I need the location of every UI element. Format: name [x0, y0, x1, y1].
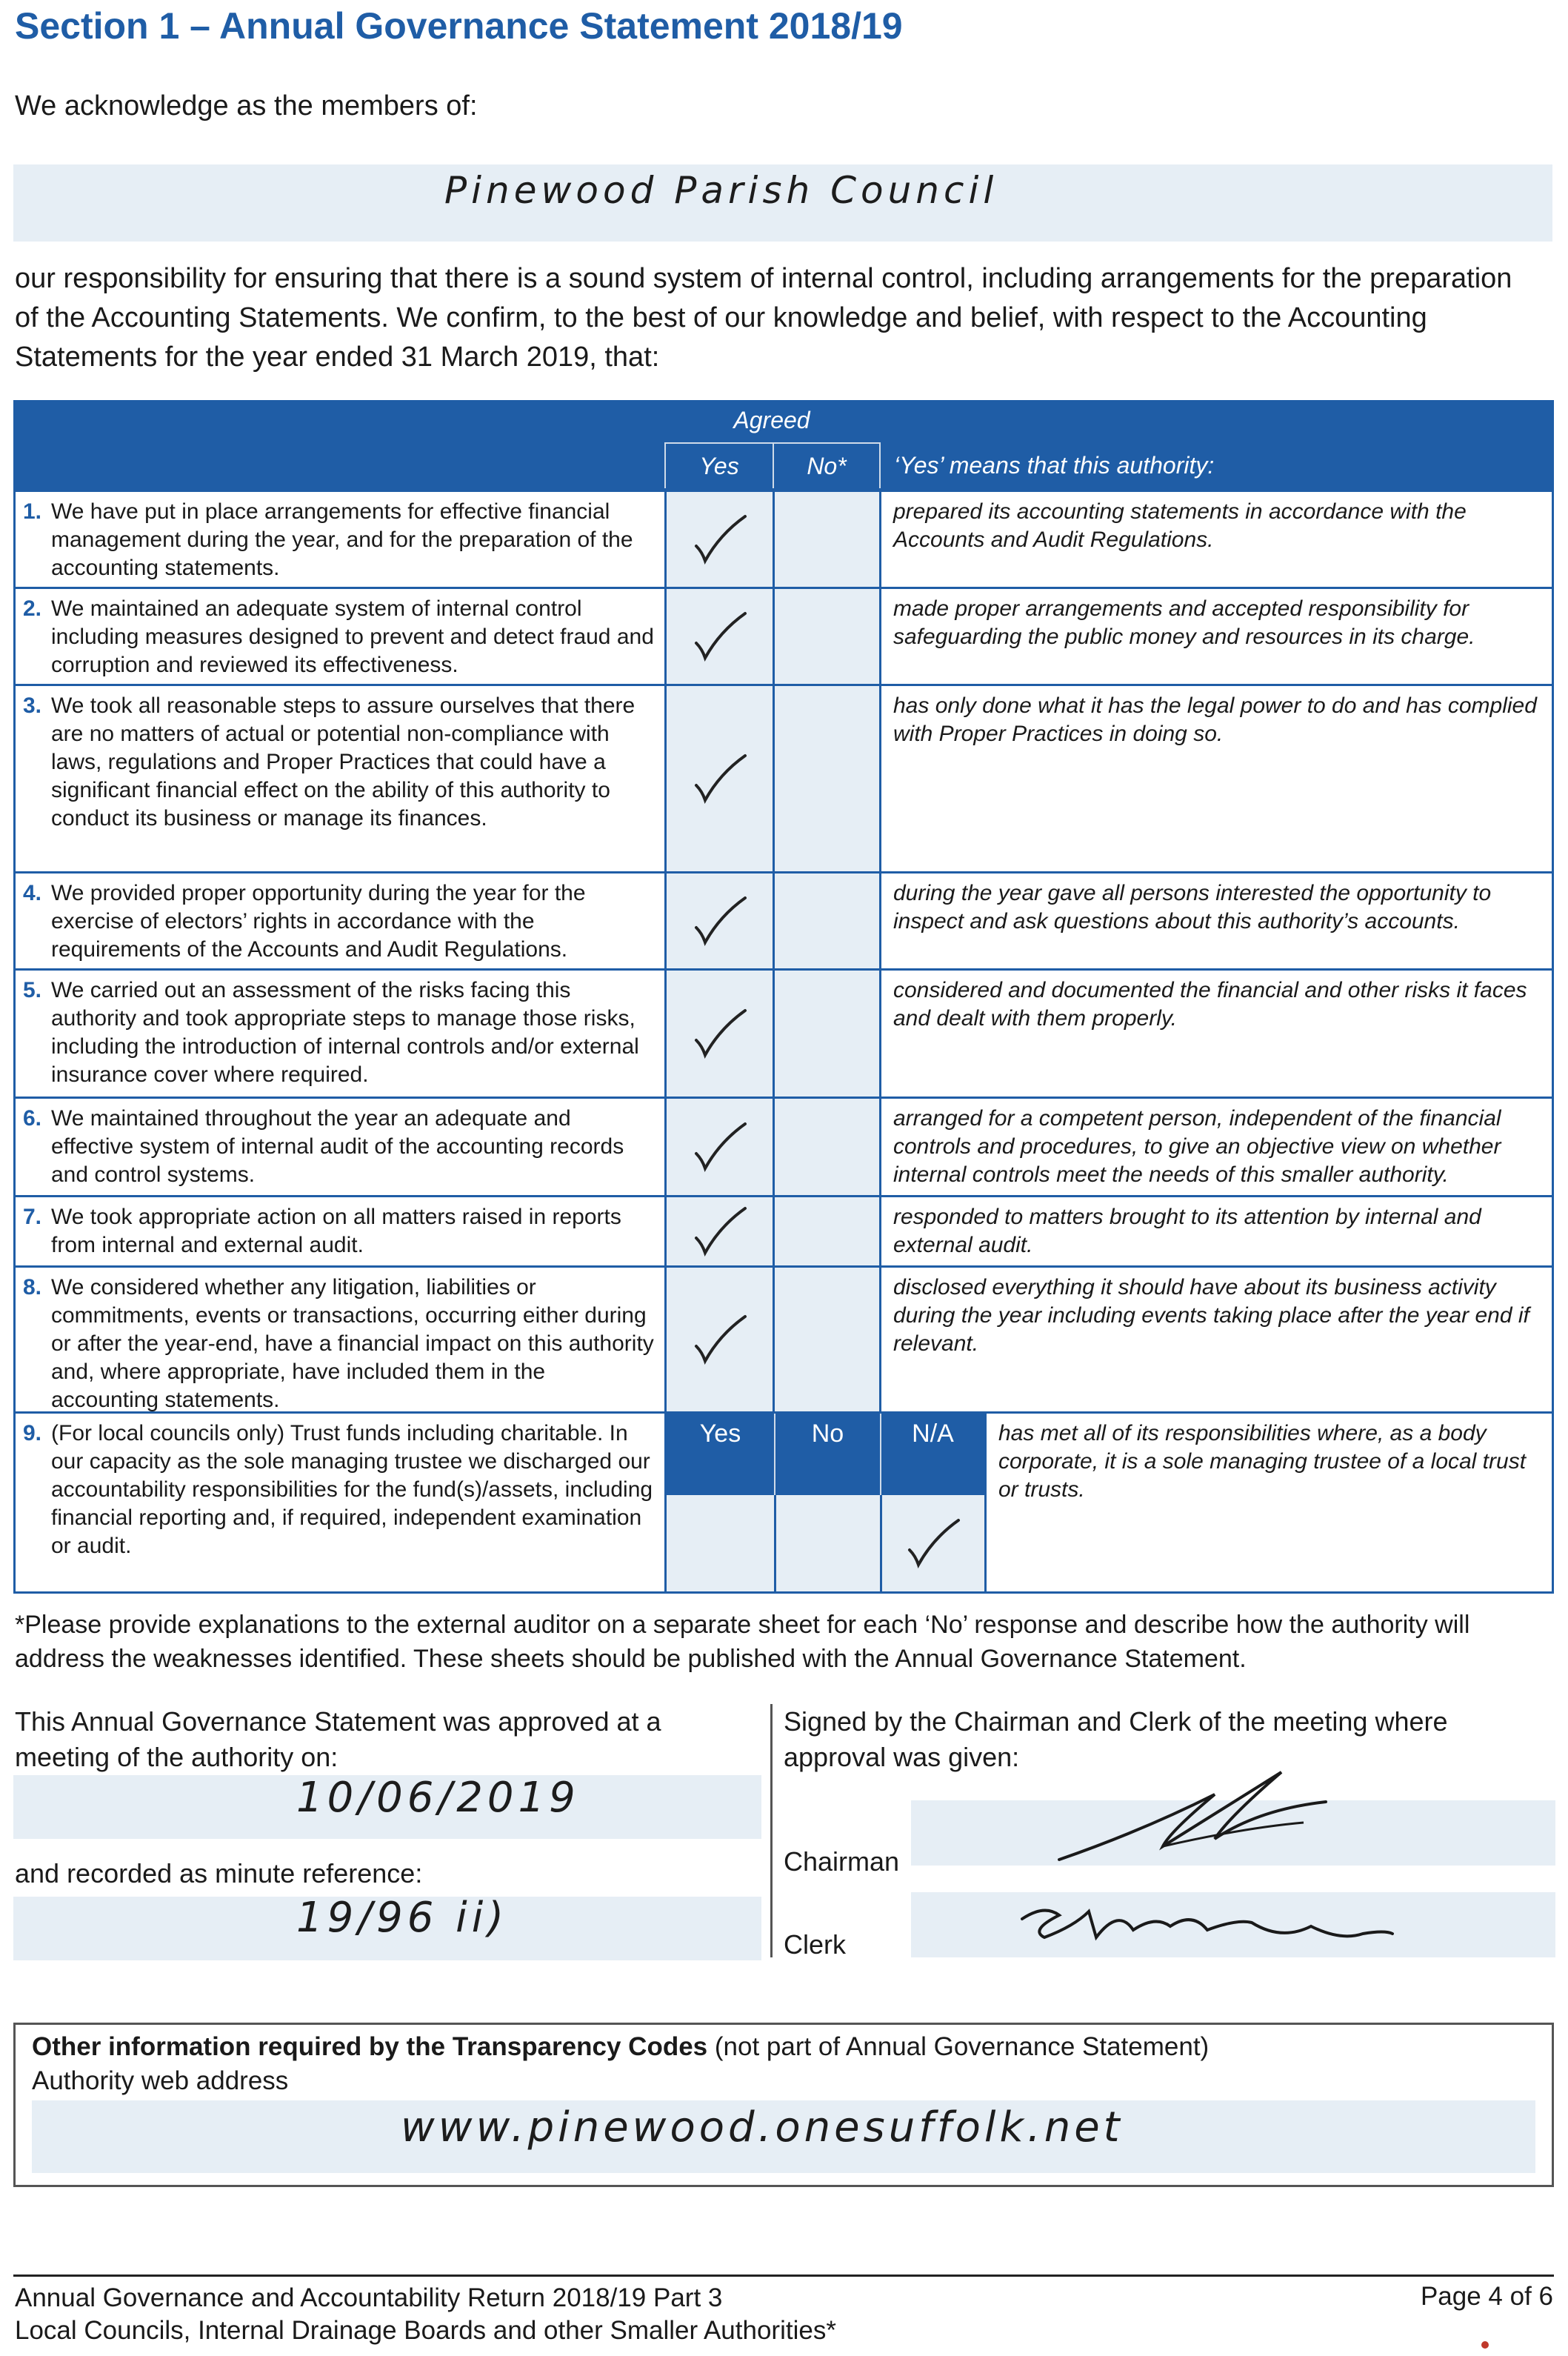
statement-body: We considered whether any litigation, liabilities or commitments, events or transactions, occurring either during or after the year-end, have a financial impact on this authority and, where appropriate, have included them in the accounting statements.: [51, 1275, 654, 1412]
yes-header: Yes: [664, 442, 773, 488]
meeting-date: 10/06/2019: [296, 1774, 580, 1822]
trust-answer-grid: [664, 1414, 984, 1591]
table-row: [16, 871, 1552, 968]
web-address-label: Authority web address: [32, 2066, 289, 2095]
table-row-9: [16, 1411, 1552, 1591]
means-text: responded to matters brought to its attention by internal and external audit.: [879, 1197, 1552, 1265]
table-row: [16, 684, 1552, 871]
footer-line-2: Local Councils, Internal Drainage Boards and other Smaller Authorities*: [15, 2316, 836, 2345]
means-header: ‘Yes’ means that this authority:: [879, 442, 1552, 488]
yes-cell[interactable]: [664, 873, 773, 968]
minute-label: and recorded as minute reference:: [15, 1858, 423, 1889]
page-number: Page 4 of 6: [1420, 2282, 1553, 2311]
checkmark-icon: [690, 1121, 750, 1173]
no-cell[interactable]: [773, 1099, 879, 1195]
statement-text: [16, 1197, 664, 1265]
trust-answer-header: [667, 1414, 984, 1495]
statement-number: 8.: [23, 1275, 42, 1300]
yes-cell[interactable]: [664, 492, 773, 587]
yes-cell[interactable]: [664, 971, 773, 1097]
signed-text: Signed by the Chairman and Clerk of the meeting where approval was given:: [784, 1706, 1448, 1772]
statement-number: 6.: [23, 1106, 42, 1131]
statement-text: [16, 589, 664, 684]
statement-text: [16, 686, 664, 871]
trust-yes-cell[interactable]: [667, 1495, 774, 1591]
web-address: www.pinewood.onesuffolk.net: [401, 2103, 1124, 2152]
statement-number: 2.: [23, 596, 42, 621]
statement-number: 5.: [23, 978, 42, 1002]
transparency-title: [32, 2032, 1209, 2062]
transparency-title-rest: (not part of Annual Governance Statement): [707, 2032, 1210, 2061]
table-row: [16, 587, 1552, 684]
scan-mark: [1481, 2341, 1489, 2349]
checkmark-icon: [690, 1205, 750, 1257]
means-text: made proper arrangements and accepted responsibility for safeguarding the public money and resources in its charge.: [879, 589, 1552, 684]
no-header: No*: [773, 442, 879, 488]
no-cell[interactable]: [773, 686, 879, 871]
clerk-signature: [1015, 1897, 1400, 1960]
table-row: [16, 1097, 1552, 1195]
trust-no-cell[interactable]: [774, 1495, 880, 1591]
statement-body: We maintained an adequate system of internal control including measures designed to prevent and detect fraud and corruption and reviewed its effectiveness.: [51, 596, 654, 677]
chairman-signature: [1052, 1757, 1333, 1872]
agreed-header: Agreed: [733, 407, 810, 433]
means-text: has met all of its responsibilities where, as a body corporate, it is a sole managing trustee of a local trust or trusts.: [984, 1414, 1552, 1591]
statement-body: We maintained throughout the year an adequate and effective system of internal audit of the accounting records and control systems.: [51, 1106, 624, 1187]
trust-yes-header: Yes: [699, 1420, 741, 1448]
yes-cell[interactable]: [664, 1268, 773, 1411]
trust-na-header: N/A: [880, 1414, 984, 1495]
checkmark-icon: [904, 1517, 963, 1569]
table-row: [16, 968, 1552, 1097]
means-text: prepared its accounting statements in accordance with the Accounts and Audit Regulations.: [879, 492, 1552, 587]
checkmark-icon: [690, 1008, 750, 1059]
table-row: [16, 490, 1552, 587]
statement-text: [16, 873, 664, 968]
statement-number: 7.: [23, 1205, 42, 1229]
governance-table: [13, 400, 1554, 1594]
yes-cell[interactable]: [664, 589, 773, 684]
no-cell[interactable]: [773, 589, 879, 684]
yes-cell[interactable]: [664, 1099, 773, 1195]
statement-body: We have put in place arrangements for effective financial management during the year, and for the preparation of the accounting statements.: [51, 499, 633, 580]
no-cell[interactable]: [773, 971, 879, 1097]
no-cell[interactable]: [773, 1197, 879, 1265]
transparency-title-bold: Other information required by the Transparency Codes: [32, 2032, 708, 2061]
statement-text: [16, 1099, 664, 1195]
checkmark-icon: [690, 753, 750, 805]
statement-text: [16, 971, 664, 1097]
footer-line-1: Annual Governance and Accountability Return 2018/19 Part 3: [15, 2283, 723, 2312]
table-body: [16, 490, 1552, 1411]
trust-no-header: No: [774, 1414, 880, 1495]
trust-answer-cells: [667, 1495, 984, 1591]
intro-paragraph: our responsibility for ensuring that there is a sound system of internal control, including arrangements for the preparation of the Accounting Statements. We confirm, to the best of our knowledge and belief, with respect to the Accounting Statements for the year ended 31 March 2019, that:: [15, 263, 1512, 373]
footer-rule: [13, 2275, 1554, 2277]
statement-number: 9.: [23, 1421, 42, 1445]
chairman-label: Chairman: [784, 1846, 900, 1877]
yes-cell[interactable]: [664, 686, 773, 871]
clerk-label: Clerk: [784, 1929, 847, 1960]
approved-text: This Annual Governance Statement was approved at a meeting of the authority on:: [15, 1706, 661, 1772]
council-name: Pinewood Parish Council: [444, 169, 998, 212]
no-cell[interactable]: [773, 1268, 879, 1411]
table-header: [16, 402, 1552, 490]
acknowledge-text: We acknowledge as the members of:: [15, 90, 478, 122]
means-text: disclosed everything it should have about its business activity during the year including events taking place after the year end if relevant.: [879, 1268, 1552, 1411]
yes-cell[interactable]: [664, 1197, 773, 1265]
checkmark-icon: [690, 1314, 750, 1365]
statement-number: 4.: [23, 881, 42, 905]
footnote: *Please provide explanations to the external auditor on a separate sheet for each ‘No’ response and describe how the authority will address the weaknesses identified. These sheets should be published with the Annual Governance Statement.: [15, 1611, 1470, 1673]
means-text: considered and documented the financial and other risks it faces and dealt with them properly.: [879, 971, 1552, 1097]
statement-body: We took all reasonable steps to assure ourselves that there are no matters of actual or potential non-compliance with laws, regulations and Proper Practices that could have a significant financial effect on the ability of this authority to conduct its business or manage its finances.: [51, 693, 635, 831]
divider: [770, 1704, 773, 1957]
means-text: during the year gave all persons interested the opportunity to inspect and ask questions about this authority’s accounts.: [879, 873, 1552, 968]
minute-reference: 19/96 ii): [296, 1894, 509, 1942]
statement-text: [16, 492, 664, 587]
means-text: has only done what it has the legal power to do and has complied with Proper Practices in doing so.: [879, 686, 1552, 871]
statement-number: 1.: [23, 499, 42, 524]
statement-text: [16, 1268, 664, 1411]
transparency-box: [13, 2023, 1554, 2187]
footer-left: [15, 2282, 836, 2347]
no-cell[interactable]: [773, 492, 879, 587]
checkmark-icon: [690, 513, 750, 565]
means-text: arranged for a competent person, independent of the financial controls and procedures, to give an objective view on whether internal controls meet the needs of this smaller authority.: [879, 1099, 1552, 1195]
statement-body: We took appropriate action on all matters raised in reports from internal and external audit.: [51, 1205, 621, 1257]
checkmark-icon: [690, 895, 750, 947]
statement-body: We provided proper opportunity during the year for the exercise of electors’ rights in accordance with the requirements of the Accounts and Audit Regulations.: [51, 881, 586, 962]
statement-text: [16, 1414, 664, 1591]
statement-body: (For local councils only) Trust funds including charitable. In our capacity as the sole managing trustee we discharged our accountability responsibilities for the fund(s)/assets, including financial reporting and, if required, independent examination or audit.: [51, 1421, 653, 1558]
section-title: Section 1 – Annual Governance Statement 2018/19: [15, 5, 903, 47]
table-row: [16, 1265, 1552, 1411]
statement-body: We carried out an assessment of the risks facing this authority and took appropriate steps to manage those risks, including the introduction of internal controls and/or external insurance cover where required.: [51, 978, 639, 1087]
no-cell[interactable]: [773, 873, 879, 968]
statement-number: 3.: [23, 693, 42, 718]
table-row: [16, 1195, 1552, 1265]
checkmark-icon: [690, 610, 750, 662]
trust-na-cell[interactable]: [880, 1495, 984, 1591]
